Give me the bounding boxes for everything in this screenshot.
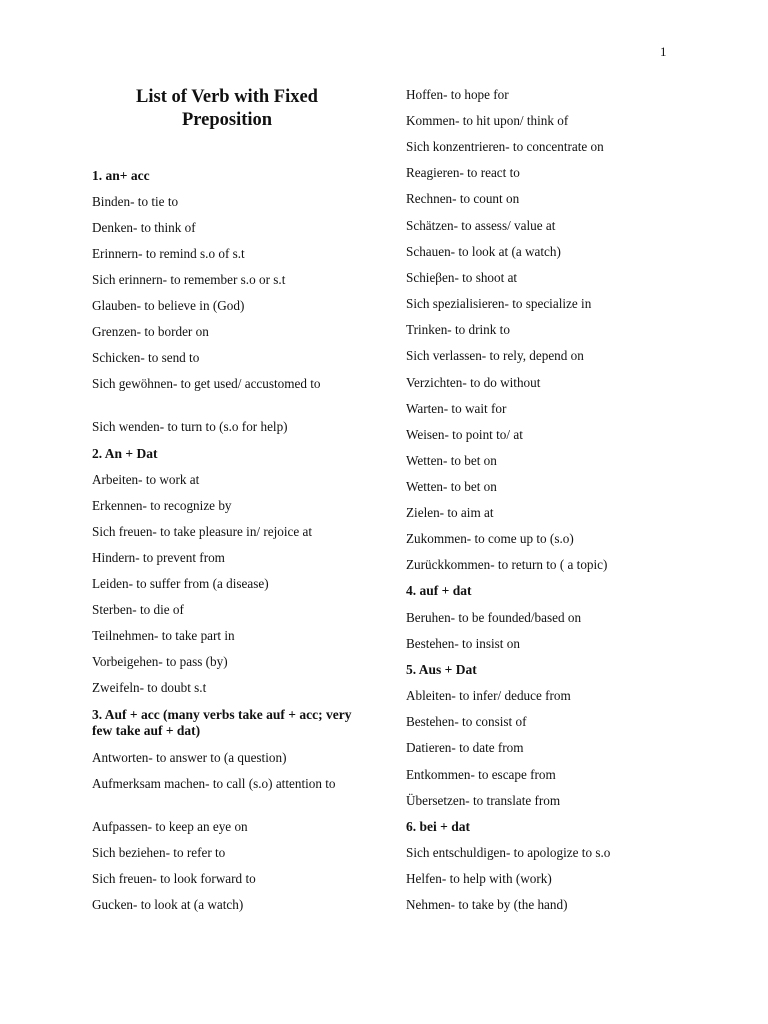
verb-entry: Beruhen- to be founded/based on bbox=[406, 610, 582, 625]
verb-entry: Zukommen- to come up to (s.o) bbox=[406, 531, 574, 546]
verb-entry: Hindern- to prevent from bbox=[92, 550, 225, 565]
verb-entry: Vorbeigehen- to pass (by) bbox=[92, 654, 228, 669]
verb-entry: Bestehen- to consist of bbox=[406, 714, 527, 729]
section-heading: 2. An + Dat bbox=[92, 446, 158, 461]
verb-entry: Sich erinnern- to remember s.o or s.t bbox=[92, 272, 286, 287]
verb-entry: Aufpassen- to keep an eye on bbox=[92, 819, 248, 834]
verb-entry: Antworten- to answer to (a question) bbox=[92, 750, 287, 765]
verb-entry: Grenzen- to border on bbox=[92, 324, 209, 339]
verb-entry: Sich verlassen- to rely, depend on bbox=[406, 348, 584, 363]
verb-entry: Gucken- to look at (a watch) bbox=[92, 897, 244, 912]
verb-entry: Wetten- to bet on bbox=[406, 453, 497, 468]
verb-entry: Sich freuen- to look forward to bbox=[92, 871, 256, 886]
page-number: 1 bbox=[660, 44, 667, 59]
verb-entry: Glauben- to believe in (God) bbox=[92, 298, 245, 313]
verb-entry: Trinken- to drink to bbox=[406, 322, 510, 337]
verb-entry: Datieren- to date from bbox=[406, 740, 524, 755]
verb-entry: Arbeiten- to work at bbox=[92, 472, 200, 487]
verb-entry: Aufmerksam machen- to call (s.o) attention to bbox=[92, 776, 336, 791]
verb-entry: Schieβen- to shoot at bbox=[406, 270, 518, 285]
verb-entry: Weisen- to point to/ at bbox=[406, 427, 523, 442]
verb-entry: Helfen- to help with (work) bbox=[406, 871, 552, 886]
verb-entry: Erinnern- to remind s.o of s.t bbox=[92, 246, 245, 261]
verb-entry: Nehmen- to take by (the hand) bbox=[406, 897, 568, 912]
verb-entry: Warten- to wait for bbox=[406, 401, 507, 416]
verb-entry: Rechnen- to count on bbox=[406, 191, 520, 206]
verb-entry: Entkommen- to escape from bbox=[406, 767, 556, 782]
verb-entry: Reagieren- to react to bbox=[406, 165, 520, 180]
title-line-2: Preposition bbox=[181, 110, 273, 130]
verb-entry: Wetten- to bet on bbox=[406, 479, 497, 494]
verb-entry: Hoffen- to hope for bbox=[406, 87, 509, 102]
verb-entry: Sich spezialisieren- to specialize in bbox=[406, 296, 592, 311]
section-heading: 3. Auf + acc (many verbs take auf + acc; very few take auf + dat) bbox=[92, 707, 352, 738]
verb-entry: Verzichten- to do without bbox=[406, 375, 541, 390]
verb-entry: Kommen- to hit upon/ think of bbox=[406, 113, 569, 128]
verb-entry: Sich entschuldigen- to apologize to s.o bbox=[406, 845, 611, 860]
verb-entry: Übersetzen- to translate from bbox=[406, 793, 561, 808]
section-heading: 5. Aus + Dat bbox=[406, 662, 477, 677]
verb-entry: Sich gewöhnen- to get used/ accustomed to bbox=[92, 376, 321, 391]
verb-entry: Schicken- to send to bbox=[92, 350, 200, 365]
verb-entry: Teilnehmen- to take part in bbox=[92, 628, 235, 643]
title-line-1: List of Verb with Fixed bbox=[136, 87, 318, 107]
verb-entry: Bestehen- to insist on bbox=[406, 636, 520, 651]
verb-entry: Zurückkommen- to return to ( a topic) bbox=[406, 557, 608, 572]
verb-entry: Sich wenden- to turn to (s.o for help) bbox=[92, 419, 288, 434]
section-heading: 4. auf + dat bbox=[406, 583, 472, 598]
verb-entry: Sich konzentrieren- to concentrate on bbox=[406, 139, 604, 154]
verb-entry: Sich beziehen- to refer to bbox=[92, 845, 226, 860]
verb-entry: Schauen- to look at (a watch) bbox=[406, 244, 561, 259]
verb-entry: Binden- to tie to bbox=[92, 194, 179, 209]
verb-entry: Denken- to think of bbox=[92, 220, 196, 235]
verb-entry: Sterben- to die of bbox=[92, 602, 184, 617]
verb-entry: Sich freuen- to take pleasure in/ rejoice at bbox=[92, 524, 313, 539]
verb-entry: Schätzen- to assess/ value at bbox=[406, 218, 556, 233]
verb-entry: Zweifeln- to doubt s.t bbox=[92, 680, 207, 695]
document-title bbox=[92, 86, 362, 132]
verb-entry: Zielen- to aim at bbox=[406, 505, 494, 520]
verb-entry: Erkennen- to recognize by bbox=[92, 498, 232, 513]
verb-entry: Ableiten- to infer/ deduce from bbox=[406, 688, 571, 703]
section-heading: 1. an+ acc bbox=[92, 168, 150, 183]
verb-entry: Leiden- to suffer from (a disease) bbox=[92, 576, 269, 591]
section-heading: 6. bei + dat bbox=[406, 819, 470, 834]
